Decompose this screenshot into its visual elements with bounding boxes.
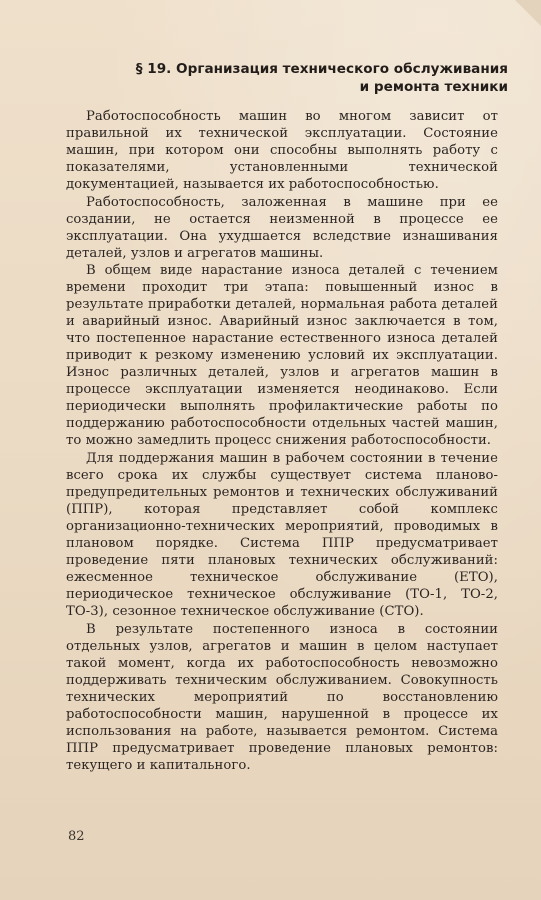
paragraph-5: В результате постепенного износа в состоянии отдельных узлов, агрегатов и машин в целом наступает такой момент, когда их работоспособность невозможно поддерживать техническим обслуживанием. Совокупность технических мероприятий по восстановлению работоспособности машин, нарушенной в процессе их использования на работе, называется ремонтом. Система ППР предусматривает проведение плановых ремонтов: текущего и капитального. <box>66 621 498 773</box>
page-number: 82 <box>68 829 85 844</box>
paragraph-4: Для поддержания машин в рабочем состоянии в течение всего срока их службы существует система планово-предупредительных ремонтов и технических обслуживаний (ППР), которая представляет собой комплекс организационно-технических мероприятий, проводимых в плановом порядке. Система ППР предусматривает проведение пяти плановых технических обслуживаний: ежесменное техническое обслуживание (ЕТО), периодическое техническое обслуживание (ТО-1, ТО-2, ТО-3), сезонное техническое обслуживание (СТО). <box>66 450 498 620</box>
paragraph-2: Работоспособность, заложенная в машине при ее создании, не остается неизменной в процессе ее эксплуатации. Она ухудшается вследствие изнашивания деталей, узлов и агрегатов машины. <box>66 194 498 261</box>
paragraph-3: В общем виде нарастание износа деталей с течением времени проходит три этапа: повышенный износ в результате приработки деталей, нормальная работа деталей и аварийный износ. Аварийный износ заключается в том, что постепенное нарастание естественного износа деталей приводит к резкому изменению условий их эксплуатации. Износ различных деталей, узлов и агрегатов машин в процессе эксплуатации изменяется неодинаково. Если периодически выполнять профилактические работы по поддержанию работоспособности отдельных частей машин, то можно замедлить процесс снижения работоспособности. <box>66 263 498 449</box>
section-heading-line-2: и ремонта техники <box>359 79 508 95</box>
body-text <box>66 108 498 774</box>
paragraph-1: Работоспособность машин во многом зависит от правильной их технической эксплуатации. Состояние машин, при котором они способны выполнять работу с показателями, установленными технической документацией, называется их работоспособностью. <box>66 109 498 193</box>
section-heading <box>108 60 508 96</box>
section-heading-line-1: § 19. Организация технического обслуживания <box>135 61 508 77</box>
page-corner-fold <box>515 0 541 26</box>
